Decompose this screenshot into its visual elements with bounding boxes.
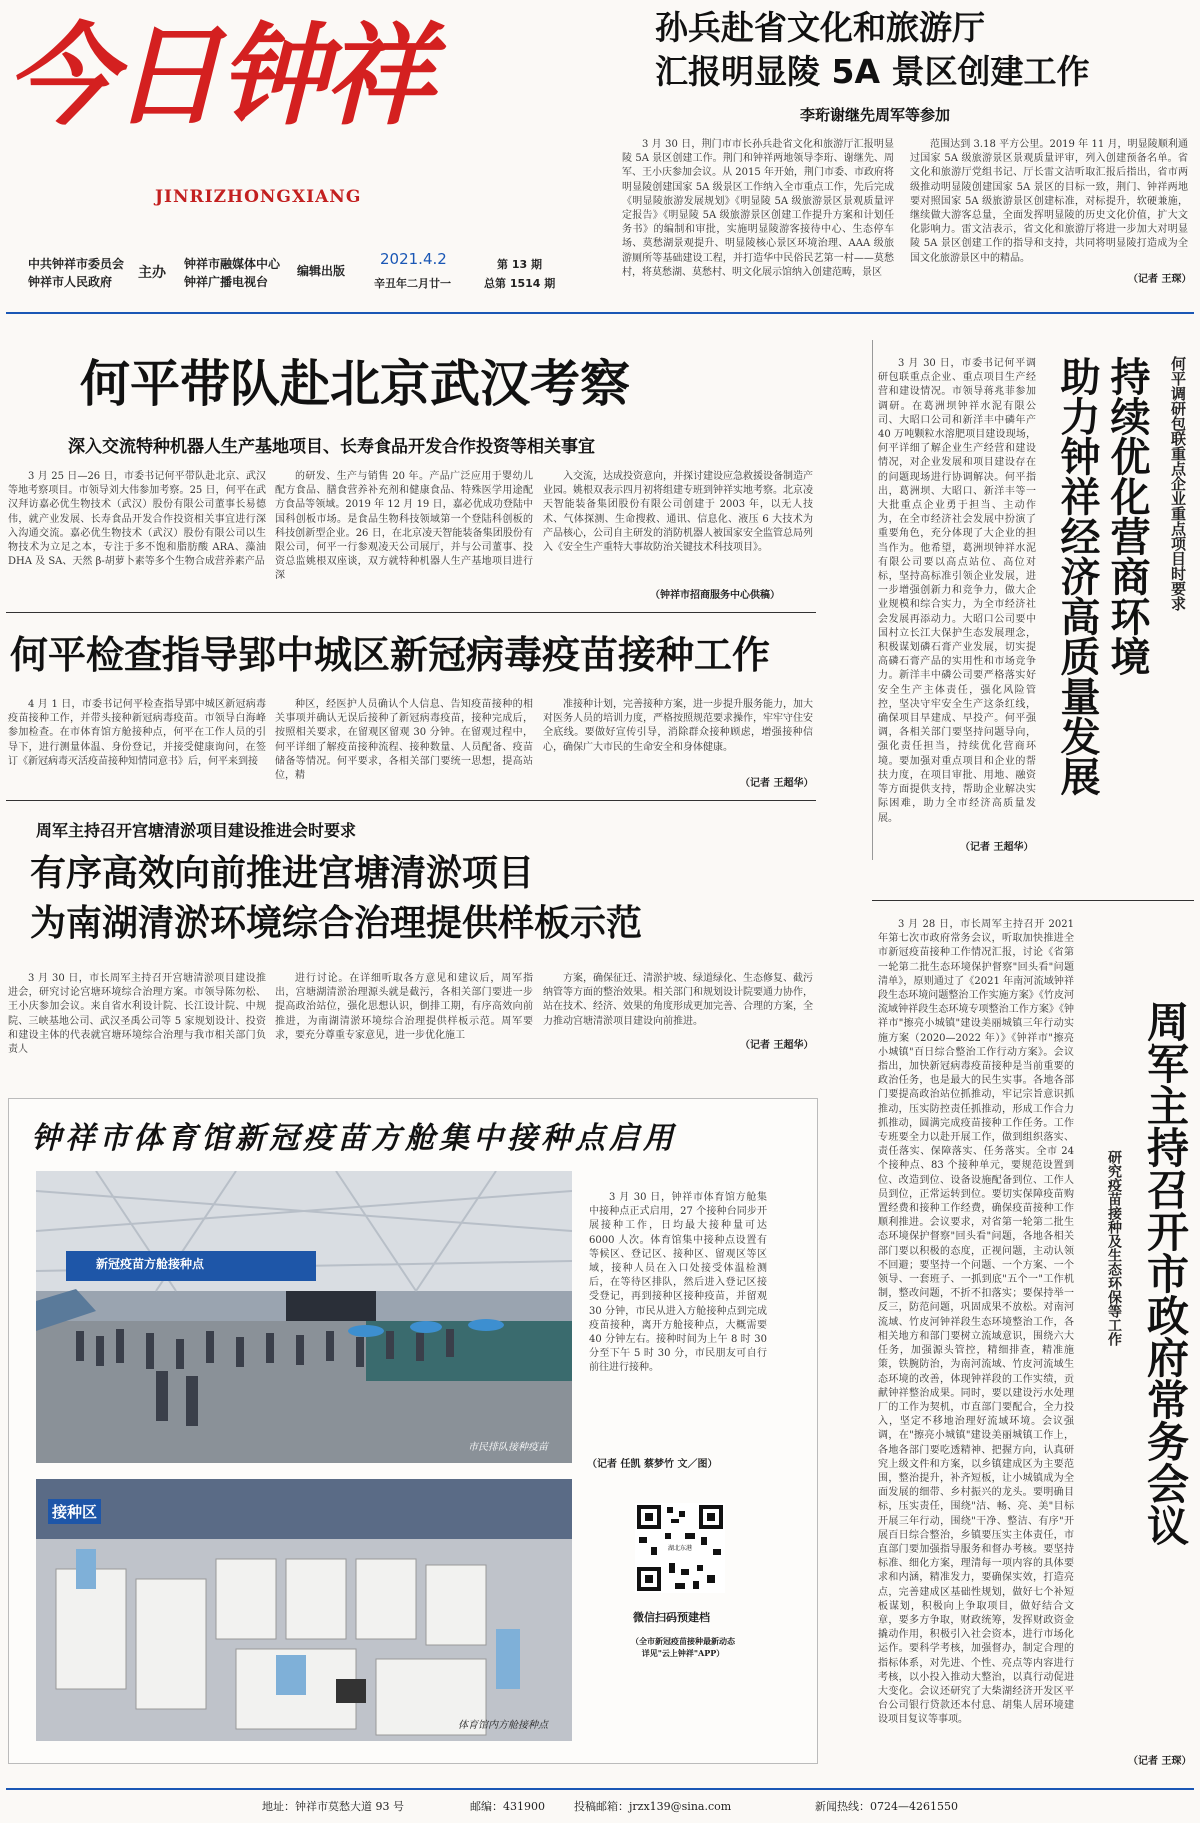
story-3-text-2: 种区，经医护人员确认个人信息、告知疫苗接种的相关事项并确认无误后接种了新冠病毒疫苗，接种完成后，按照相关要求，在留观区留观 30 分钟。在留观过程中，何平详细了解疫苗接种流程、接种数量、人员配备、疫苗储备等情况。何平要求，各相关部门要统一思想，提高站位，精 [275, 699, 533, 782]
footer-hotline: 新闻热线：0724—4261550 [815, 1800, 958, 1813]
top-story-title-1: 孙兵赴省文化和旅游厅 [655, 8, 985, 47]
sponsor-2: 钟祥市人民政府 [28, 275, 113, 289]
story-2-col-2 [275, 470, 533, 600]
story-5-text [878, 357, 1036, 837]
photo-feature-byline: （记者 任凯 蔡梦竹 文／图） [587, 1459, 718, 1470]
issue-date: 2021.4.2 [380, 250, 447, 268]
story-2-text-2: 的研发、生产与销售 20 年。产品广泛应用于婴幼儿配方食品、膳食营养补充剂和健康食品、特殊医学用途配方食品等领域。2019 年 12 月 19 日，嘉必优成功登陆中国科创板市场。是食品生物科技领域第一个登陆科创板的科技创新型企业。26 日，在北京凌天智能装备集团股份有限公司，何平一行参观凌天公司展厅，并与公司董事、投资总监姚根双座谈，双方就特种机器人生产基地项目进行深 [275, 471, 533, 582]
publisher-role: 编辑出版 [297, 264, 346, 278]
top-story-col-1 [622, 138, 894, 300]
story-3-byline: （记者 王超华） [740, 778, 814, 789]
qr-center-label: 湖北东港 [667, 1545, 692, 1552]
logo-pinyin: JINRIZHONGXIANG [155, 187, 362, 207]
sponsor-role: 主办 [138, 265, 166, 281]
story-5-title-col-1: 持续优化营商环境 [1104, 356, 1150, 676]
photo-queue-banner: 新冠疫苗方舱接种点 [96, 1257, 205, 1271]
story-4-title-1: 有序高效向前推进宫塘清淤项目 [30, 853, 535, 894]
story-3-text-1: 4 月 1 日，市委书记何平检查指导郢中城区新冠病毒疫苗接种工作，并带头接种新冠病毒疫苗。市领导白海峰参加检查。在市体育馆方舱接种点，何平在工作人员的引导下，进行测量体温、身份登记，并接受健康询问，在签订《新冠病毒灭活疫苗接种知情同意书》后，何平来到接 [8, 699, 266, 767]
story-4-text-2: 进行讨论。在详细听取各方意见和建议后，周军指出，宫塘湖清淤治理源头就是截污，各相关部门要进一步提高政治站位，强化思想认识，倒排工期，有序高效向前推进，为南湖清淤环境综合治理提供样板示范。周军要求，要充分尊重专家意见，进一步优化施工 [275, 973, 533, 1041]
story-4-title-2: 为南湖清淤环境综合治理提供样板示范 [30, 903, 643, 944]
story-5-left-rule [872, 340, 873, 860]
photo-feature-text [589, 1191, 767, 1451]
story-3-text-3: 准接种计划，完善接种方案，进一步提升服务能力，加大对医务人员的培训力度，严格按照规范要求操作，牢牢守住安全底线。要做好宣传引导，消除群众接种顾虑，增强接种信心，确保广大市民的生命安全和身体健康。 [543, 699, 813, 753]
top-story-col-2 [910, 138, 1188, 268]
story-2-text-1: 3 月 25 日—26 日，市委书记何平带队赴北京、武汉等地考察项目。市领导刘大伟参加考察。25 日，何平在武汉拜访嘉必优生物技术（武汉）股份有限公司董事长易德伟，就产业发展、长寿食品开发合作投资相关事宜进行深入沟通交流。嘉必优生物技术（武汉）股份有限公司以生物技术为立足之本，专注于多不饱和脂肪酸 ARA、藻油 DHA 及 SA、天然 β-胡萝卜素等多个生物合成营养素产品 [8, 471, 266, 568]
top-story-subtitle: 李珩谢继先周军等参加 [800, 106, 951, 124]
total-issue: 总第 1514 期 [484, 277, 556, 290]
newspaper-logo: 今日钟祥 [6, 11, 430, 140]
footer-postcode: 邮编：431900 [470, 1800, 545, 1813]
publisher-1: 钟祥市融媒体中心 [184, 257, 281, 271]
story-5-body: 3 月 30 日，市委书记何平调研包联重点企业、重点项目生产经营和建设情况。市领导蒋兆菲参加调研。在葛洲坝钟祥水泥有限公司、大昭口公司和新洋丰中磷年产 40 万吨颗粒水溶肥项目建设现场，何平详细了解企业生产经营和建设情况，对企业发展和项目建设存在的问题现场进行协调解决。何平指出，葛洲坝、大昭口、新洋丰等一大批重点企业勇于担当、主动作为，在全市经济社会发展中扮演了重要角色，充分体现了大企业的担当作为。他希望，葛洲坝钟祥水泥有限公司要以高点站位、高位对标，坚持高标准引领企业发展，进一步增强创新力和竞争力，做大企业规模和综合实力，为全市经济社会发展再添动力。大昭口公司要中国村立长江大保护生态发展理念，积极谋划磷石膏产业发展，切实提高磷石膏产品的实用性和市场竞争力。新洋丰中磷公司要严格落实好安全生产主体责任，强化风险管控，坚决守牢安全生产这条红线，确保项目早建成、早投产。何平强调，各相关部门要坚持问题导向，强化责任担当，持续优化营商环境。要加强对重点项目和企业的帮扶力度，在项目审批、用地、融资等方面提供支持，帮助企业解决实际困难，助力全市经济高质量发展。 [878, 358, 1036, 824]
photo-hall-caption: 体育馆内方舱接种点 [458, 1720, 548, 1731]
photo-feature-box [8, 1098, 818, 1764]
photo-hall-sign: 接种区 [48, 1499, 101, 1524]
story-5-byline: （记者 王超华） [960, 842, 1034, 853]
footer-rule [6, 1788, 1194, 1790]
photo-feature-body: 3 月 30 日，钟祥市体育馆方舱集中接种点正式启用，27 个接种台同步开展接种工作，日均最大接种量可达 6000 人次。体育馆集中接种点设置有等候区、登记区、接种区、留观区等区域，接种人员在入口处接受体温检测后，在等待区排队，然后进入登记区接受登记，再到接种区接种疫苗，并留观 30 分钟，市民从进入方舱接种点到完成疫苗接种，离开方舱接种点，大概需要 40 分钟左右。接种时间为上午 8 时 30 分至下午 5 时 30 分，市民朋友可自行前往进行接种。 [589, 1192, 767, 1374]
photo-queue-caption: 市民排队接种疫苗 [468, 1442, 548, 1453]
story-2-subtitle: 深入交流特种机器人生产基地项目、长寿食品开发合作投资等相关事宜 [68, 437, 595, 457]
story-2-text-3: 入交流，达成投资意向，并探讨建设应急救援设备制造产业园。姚根双表示四月初将组建专班到钟祥实地考察。北京凌天智能装备集团股份有限公司创建于 2003 年，以无人技术、气体探测、生命搜救、通讯、信息化、液压 6 大技术为产品核心，公司自主研发的消防机器人被国家安全监管总局列入《安全生产重特大事故防治关键技术科技项目》。 [543, 471, 813, 554]
photo-hall-image [36, 1479, 572, 1741]
story-6-byline: （记者 王琛） [1128, 1756, 1192, 1767]
story-6-body: 3 月 28 日，市长周军主持召开 2021 年第七次市政府常务会议，听取加快推进全市新冠疫苗接种工作情况汇报，讨论《省第一轮第二批生态环境保护督察"回头看"问题清单》，原则通过了《2021 年南河流域钟祥段生态环境问题整治工作实施方案》《竹皮河流域钟祥段生态环境专项整治工作方案》《钟祥市"擦亮小城镇"建设美丽城镇三年行动实施方案（2020—2022 年）》《钟祥市"擦亮小城镇"百日综合整治工作行动方案》。会议指出，加快新冠病毒疫苗接种是当前重要的政治任务，也是最大的民生实事。各地各部门要提高政治站位抓推动，牢记宗旨意识抓推动，压实防控责任抓推动，形成工作合力抓推动，圆满完成疫苗接种工作任务。工作专班要全力以赴开展工作，做到组织落实、责任落实、保障落实、任务落实。全市 24 个接种点、83 个接种单元，要规范设置到位、改造到位、设备设施配备到位、工作人员到位，正常运转到位。要切实保障疫苗购置经费和接种工作经费，确保疫苗接种工作顺利推进。会议要求，对省第一轮第二批生态环境保护督察"回头看"问题，各地各相关部门要以积极的态度，正视问题，主动认领不回避；要坚持一个问题、一个方案、一个领导、一套班子、一抓到底"五个一"工作机制，整改问题，不折不扣落实；要保持举一反三，防范问题，巩固成果不放松。对南河流域、竹皮河钟祥段生态环境整治工作，各相关地方和部门要树立流域意识，围绕六大任务，加强源头管控，精细排查，精准施策，铁腕防治，为南河流域、竹皮河流域生态环境的改善，体现钟祥段的工作实绩，贡献钟祥整治成果。同时，要以建设污水处理厂的工作为契机，市直部门要配合，全力投入，坚定不移地治理好流域环境。会议强调，在"擦亮小城镇"建设美丽城镇工作上，各地各部门要吃透精神、把握方向，认真研究上级文件和方案，以乡镇建成区为主要范围，整治提升，补齐短板，让小城镇成为全面发展的细带、乡村振兴的龙头。要明确目标，压实责任，围绕"洁、畅、亮、美"目标开展三年行动，围绕"干净、整洁、有序"开展百日综合整治，乡镇要压实主体责任，市直部门要加强指导服务和督办考核。要坚持标准、细化方案，理清每一项内容的具体要求和内涵，精准发力，要确保实效，打造亮点，完善建成区基础性规划，做好七个补短板谋划，积极向上争取项目，做好结合文章，要多方争取，财政统筹，发挥财政资金撬动作用，积极引入社会资本，进行市场化运作。要科学考核，加强督办，制定合理的指标体系，对先进、个性、亮点等内容进行考核，以小投入推动大整治，以真行动促进大变化。会议还研究了大柴湖经济开发区平台公司银行贷款还本付息、胡集人居环境建设项目复议等事项。 [878, 919, 1074, 1726]
masthead-divider [6, 312, 1194, 314]
top-story-byline: （记者 王琛） [1128, 274, 1192, 285]
story-3-col-2 [275, 698, 533, 784]
story-4-col-1 [8, 972, 266, 1058]
story-2-col-1 [8, 470, 266, 600]
divider-right-mid [872, 900, 1194, 901]
divider-story2 [6, 612, 816, 613]
story-4-col-2 [275, 972, 533, 1058]
top-story-text-2: 范围达到 3.18 平方公里。2019 年 11 月，明显陵顺利通过国家 5A 级旅游景区景观质量评审，列入创建预备名单。省文化和旅游厅党组书记、厅长雷文洁听取汇报后指出，省市两级推动明显陵创建国家 5A 景区的目标一致，荆门、钟祥两地要对照国家 5A 级旅游景区创建标准，对标提升，软硬兼施，继续做大游客总量，全面发挥明显陵的历史文化价值，扩大文化影响力。雷文洁表示，省文化和旅游厅将进一步加大对明显陵 5A 景区创建工作的指导和支持，共同将明显陵打造成为全国文化旅游景区中的精品。 [910, 139, 1188, 264]
photo-feature-title: 钟祥市体育馆新冠疫苗方舱集中接种点启用 [31, 1121, 677, 1156]
story-2-byline: （钟祥市招商服务中心供稿） [650, 590, 780, 601]
footer-email: 投稿邮箱：jrzx139@sina.com [574, 1800, 732, 1813]
story-6-subtitle: 研究疫苗接种及生态环保等工作 [1106, 1150, 1122, 1346]
story-4-text-3: 方案，确保征迁、清淤护坡、绿道绿化、生态修复、截污纳管等方面的整治效果。相关部门和规划设计院要通力协作，站在技术、经济、效果的角度形成更加完善、合理的方案，全力推动宫塘清淤项目建设向前推进。 [543, 973, 813, 1027]
divider-story3 [6, 800, 816, 801]
story-3-title: 何平检查指导郢中城区新冠病毒疫苗接种工作 [10, 633, 771, 677]
story-4-col-3 [543, 972, 813, 1044]
story-3-col-3 [543, 698, 813, 770]
story-2-col-3 [543, 470, 813, 584]
qr-note: （全市新冠疫苗接种最新动态详见"云上钟祥"APP） [631, 1636, 735, 1658]
photo-queue [36, 1171, 572, 1463]
photo-queue-image [36, 1171, 572, 1463]
story-4-byline: （记者 王超华） [740, 1040, 814, 1051]
publisher-2: 钟祥广播电视台 [184, 275, 269, 289]
story-2-title: 何平带队赴北京武汉考察 [80, 355, 630, 413]
sponsor-1: 中共钟祥市委员会 [28, 257, 125, 271]
lunar-date: 辛丑年二月廿一 [374, 277, 451, 290]
qr-code[interactable] [635, 1503, 725, 1593]
footer-address: 地址：钟祥市莫愁大道 93 号 [262, 1800, 404, 1813]
story-5-title-col-2: 助力钟祥经济高质量发展 [1054, 356, 1100, 796]
story-3-col-1 [8, 698, 266, 784]
photo-hall [36, 1479, 572, 1741]
story-6-title: 周军主持召开市政府常务会议 [1141, 1000, 1190, 1546]
issue-number: 第 13 期 [497, 258, 542, 271]
story-4-kicker: 周军主持召开宫塘清淤项目建设推进会时要求 [36, 821, 357, 840]
story-5-subtitle: 何平调研包联重点企业重点项目时要求 [1169, 356, 1187, 611]
qr-title: 微信扫码预建档 [633, 1611, 710, 1624]
top-story-text-1: 3 月 30 日，荆门市市长孙兵赴省文化和旅游厅汇报明显陵 5A 景区创建工作。荆门和钟祥两地领导李珩、谢继先、周军、王小庆参加会议。从 2015 年开始，荆门市委、市政府将明显陵创建国家 5A 级景区工作纳入全市重点工作，先后完成《明显陵旅游发展规划》《明显陵 5A 级旅游景区景观质量评定报告》《明显陵 5A 级旅游景区创建工作提升方案和计划任务书》的编制和审批，实施明显陵游客接待中心、生态停车场、莫愁湖景观提升、明显陵核心景区环境治理、AAA 级旅游厕所等基础建设工程，并打造华中民俗民艺第一村——莫愁村，将莫愁湖、莫愁村、明文化展示馆纳入创建范畴，景区 [622, 139, 894, 278]
story-6-text [878, 918, 1074, 1756]
top-story-title-2: 汇报明显陵 5A 景区创建工作 [655, 52, 1090, 91]
story-4-text-1: 3 月 30 日，市长周军主持召开宫塘清淤项目建设推进会，研究讨论宫塘环境综合治理方案。市领导陈勿松、王小庆参加会议。来自省水利设计院、长江设计院、中规院、三峡基地公司、武汉圣禹公司等 5 家规划设计、投资和建设主体的代表就宫塘环境综合治理与我市相关部门负责人 [8, 973, 266, 1056]
